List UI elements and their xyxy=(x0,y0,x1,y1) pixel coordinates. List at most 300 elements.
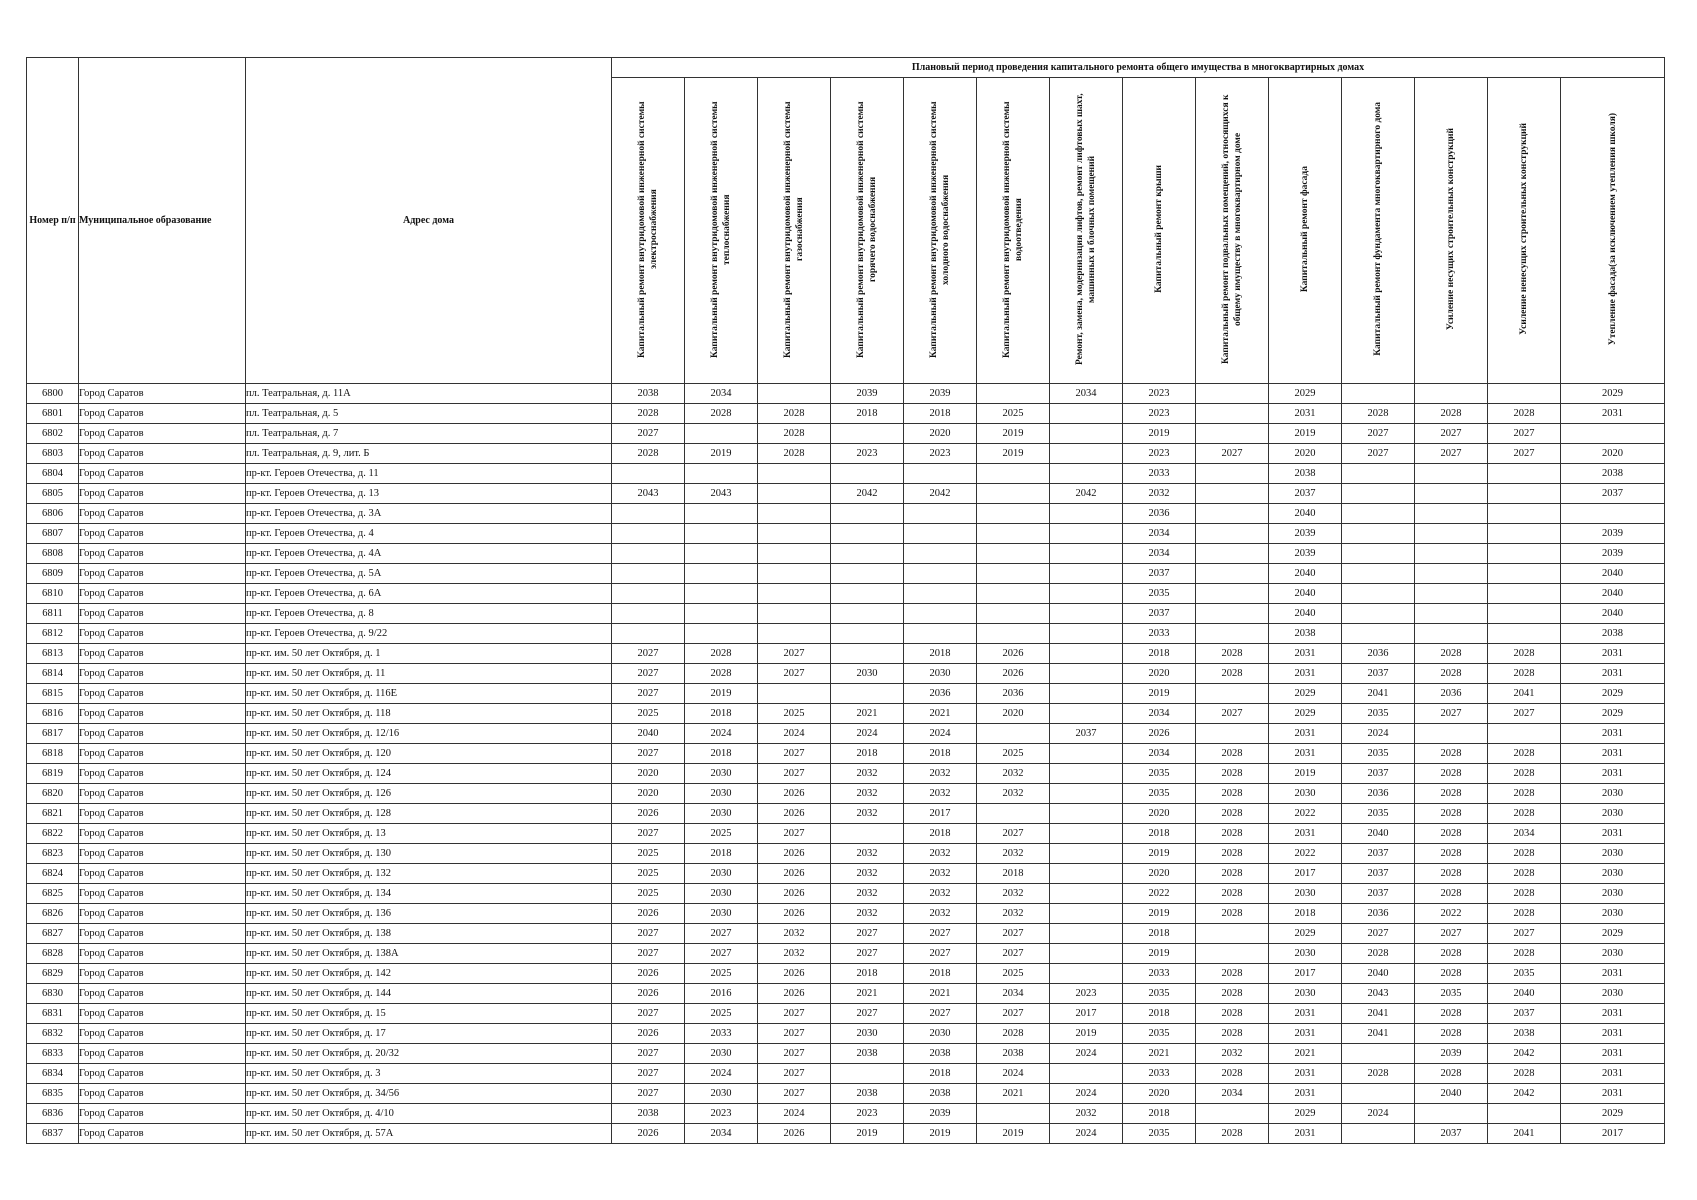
row-municipality: Город Саратов xyxy=(79,604,246,624)
row-number: 6815 xyxy=(27,684,79,704)
row-year-cell: 2034 xyxy=(1123,544,1196,564)
row-year-cell: 2039 xyxy=(1561,544,1665,564)
row-year-cell: 2028 xyxy=(1488,784,1561,804)
row-year-cell: 2026 xyxy=(758,884,831,904)
row-year-cell: 2028 xyxy=(612,404,685,424)
row-year-cell xyxy=(1196,424,1269,444)
row-year-cell: 2026 xyxy=(612,1124,685,1144)
row-year-cell: 2027 xyxy=(977,924,1050,944)
row-year-cell: 2027 xyxy=(758,644,831,664)
row-year-cell xyxy=(758,564,831,584)
row-year-cell: 2032 xyxy=(831,844,904,864)
row-year-cell xyxy=(904,624,977,644)
row-year-cell: 2032 xyxy=(1196,1044,1269,1064)
row-year-cell: 2027 xyxy=(758,764,831,784)
row-municipality: Город Саратов xyxy=(79,1024,246,1044)
row-year-cell: 2040 xyxy=(1269,584,1342,604)
header-work-8 xyxy=(1123,78,1196,384)
row-year-cell: 2019 xyxy=(831,1124,904,1144)
row-year-cell: 2018 xyxy=(904,964,977,984)
row-year-cell: 2040 xyxy=(1269,564,1342,584)
row-year-cell xyxy=(904,544,977,564)
row-year-cell: 2031 xyxy=(1561,644,1665,664)
header-work-9 xyxy=(1196,78,1269,384)
row-year-cell: 2030 xyxy=(1561,884,1665,904)
row-year-cell xyxy=(1561,424,1665,444)
header-work-6 xyxy=(977,78,1050,384)
row-year-cell: 2039 xyxy=(831,384,904,404)
row-year-cell: 2022 xyxy=(1269,844,1342,864)
row-year-cell: 2026 xyxy=(758,784,831,804)
row-year-cell: 2027 xyxy=(758,1024,831,1044)
row-year-cell: 2030 xyxy=(1561,844,1665,864)
row-year-cell: 2019 xyxy=(904,1124,977,1144)
row-number: 6806 xyxy=(27,504,79,524)
row-year-cell: 2027 xyxy=(758,744,831,764)
row-year-cell xyxy=(831,504,904,524)
row-year-cell: 2027 xyxy=(1415,444,1488,464)
row-year-cell xyxy=(831,824,904,844)
row-year-cell: 2035 xyxy=(1123,584,1196,604)
row-year-cell xyxy=(1050,624,1123,644)
row-year-cell: 2042 xyxy=(1050,484,1123,504)
row-year-cell: 2041 xyxy=(1488,684,1561,704)
row-year-cell xyxy=(904,524,977,544)
row-year-cell: 2028 xyxy=(1342,404,1415,424)
row-year-cell: 2032 xyxy=(758,924,831,944)
row-address: пл. Театральная, д. 7 xyxy=(246,424,612,444)
header-work-label: Капитальный ремонт фасада xyxy=(1300,165,1310,293)
row-year-cell xyxy=(1196,684,1269,704)
table-row xyxy=(27,924,1665,944)
row-municipality: Город Саратов xyxy=(79,684,246,704)
row-year-cell: 2037 xyxy=(1342,864,1415,884)
row-year-cell: 2031 xyxy=(1561,1024,1665,1044)
row-address: пр-кт. им. 50 лет Октября, д. 120 xyxy=(246,744,612,764)
header-work-label: Капитальный ремонт подвальных помещений, относящихся к общему имуществу в многоквартирном доме xyxy=(1221,94,1243,364)
row-year-cell: 2032 xyxy=(1050,1104,1123,1124)
row-year-cell: 2031 xyxy=(1269,664,1342,684)
row-year-cell xyxy=(1415,604,1488,624)
row-year-cell: 2030 xyxy=(1269,944,1342,964)
row-year-cell: 2035 xyxy=(1123,1024,1196,1044)
row-year-cell: 2036 xyxy=(1342,644,1415,664)
row-year-cell: 2032 xyxy=(831,764,904,784)
row-year-cell: 2025 xyxy=(977,404,1050,424)
row-year-cell: 2040 xyxy=(612,724,685,744)
header-work-label: Капитальный ремонт крыши xyxy=(1154,165,1164,293)
row-year-cell: 2032 xyxy=(977,904,1050,924)
row-year-cell: 2019 xyxy=(1050,1024,1123,1044)
row-year-cell: 2027 xyxy=(977,944,1050,964)
row-year-cell xyxy=(1196,624,1269,644)
row-year-cell: 2027 xyxy=(612,824,685,844)
row-year-cell xyxy=(1196,464,1269,484)
row-year-cell: 2028 xyxy=(1488,884,1561,904)
row-year-cell: 2032 xyxy=(977,844,1050,864)
row-year-cell: 2032 xyxy=(758,944,831,964)
row-year-cell xyxy=(612,604,685,624)
row-year-cell: 2020 xyxy=(904,424,977,444)
row-number: 6813 xyxy=(27,644,79,664)
row-address: пр-кт. им. 50 лет Октября, д. 124 xyxy=(246,764,612,784)
row-year-cell: 2027 xyxy=(612,944,685,964)
header-work-4 xyxy=(831,78,904,384)
header-work-label: Капитальный ремонт фундамента многоквартирного дома xyxy=(1373,102,1383,356)
row-number: 6819 xyxy=(27,764,79,784)
row-year-cell: 2039 xyxy=(1561,524,1665,544)
row-year-cell xyxy=(685,504,758,524)
row-year-cell: 2034 xyxy=(1123,744,1196,764)
row-number: 6811 xyxy=(27,604,79,624)
row-year-cell: 2019 xyxy=(1123,944,1196,964)
row-year-cell: 2024 xyxy=(1342,1104,1415,1124)
row-year-cell: 2027 xyxy=(612,1004,685,1024)
row-address: пр-кт. Героев Отечества, д. 5А xyxy=(246,564,612,584)
row-year-cell xyxy=(685,564,758,584)
row-year-cell xyxy=(1488,384,1561,404)
row-year-cell: 2031 xyxy=(1561,964,1665,984)
row-year-cell: 2018 xyxy=(1123,924,1196,944)
row-year-cell: 2027 xyxy=(1488,444,1561,464)
table-row xyxy=(27,464,1665,484)
row-year-cell: 2027 xyxy=(1196,444,1269,464)
row-year-cell: 2027 xyxy=(831,944,904,964)
row-municipality: Город Саратов xyxy=(79,464,246,484)
row-year-cell xyxy=(612,564,685,584)
row-year-cell: 2030 xyxy=(831,664,904,684)
row-number: 6834 xyxy=(27,1064,79,1084)
row-year-cell: 2019 xyxy=(977,444,1050,464)
header-work-label: Утепление фасада(за исключением утепления школя) xyxy=(1607,112,1618,346)
row-year-cell: 2028 xyxy=(1196,804,1269,824)
row-year-cell: 2027 xyxy=(1488,924,1561,944)
row-year-cell: 2030 xyxy=(685,764,758,784)
row-year-cell xyxy=(1050,864,1123,884)
row-number: 6823 xyxy=(27,844,79,864)
row-year-cell: 2018 xyxy=(904,824,977,844)
row-year-cell: 2040 xyxy=(1342,964,1415,984)
row-address: пр-кт. им. 50 лет Октября, д. 126 xyxy=(246,784,612,804)
row-year-cell: 2038 xyxy=(1269,464,1342,484)
row-year-cell xyxy=(1050,784,1123,804)
row-number: 6837 xyxy=(27,1124,79,1144)
row-year-cell: 2027 xyxy=(904,924,977,944)
row-year-cell: 2027 xyxy=(612,684,685,704)
row-year-cell: 2023 xyxy=(1123,404,1196,424)
row-year-cell: 2017 xyxy=(904,804,977,824)
row-year-cell: 2041 xyxy=(1342,1024,1415,1044)
row-year-cell: 2027 xyxy=(612,1084,685,1104)
row-year-cell: 2040 xyxy=(1415,1084,1488,1104)
row-address: пр-кт. им. 50 лет Октября, д. 116Е xyxy=(246,684,612,704)
row-address: пл. Театральная, д. 9, лит. Б xyxy=(246,444,612,464)
row-year-cell xyxy=(1415,524,1488,544)
row-address: пл. Театральная, д. 11А xyxy=(246,384,612,404)
row-municipality: Город Саратов xyxy=(79,784,246,804)
row-year-cell xyxy=(758,464,831,484)
row-year-cell: 2018 xyxy=(904,744,977,764)
row-year-cell: 2028 xyxy=(1415,744,1488,764)
row-year-cell xyxy=(1488,544,1561,564)
row-year-cell: 2039 xyxy=(1269,544,1342,564)
table-row xyxy=(27,584,1665,604)
row-year-cell xyxy=(758,684,831,704)
row-year-cell: 2035 xyxy=(1123,1124,1196,1144)
row-year-cell: 2029 xyxy=(1269,684,1342,704)
row-year-cell xyxy=(758,524,831,544)
row-year-cell: 2028 xyxy=(1196,864,1269,884)
row-number: 6825 xyxy=(27,884,79,904)
row-number: 6821 xyxy=(27,804,79,824)
row-year-cell: 2039 xyxy=(904,384,977,404)
row-year-cell: 2023 xyxy=(685,1104,758,1124)
row-year-cell xyxy=(612,584,685,604)
row-year-cell xyxy=(904,464,977,484)
row-year-cell: 2032 xyxy=(977,884,1050,904)
row-year-cell: 2042 xyxy=(904,484,977,504)
row-year-cell: 2025 xyxy=(685,1004,758,1024)
row-year-cell xyxy=(977,484,1050,504)
row-address: пр-кт. Героев Отечества, д. 9/22 xyxy=(246,624,612,644)
row-year-cell xyxy=(612,524,685,544)
row-year-cell: 2018 xyxy=(831,404,904,424)
row-year-cell: 2029 xyxy=(1561,704,1665,724)
row-year-cell xyxy=(1050,444,1123,464)
row-year-cell: 2026 xyxy=(977,664,1050,684)
row-year-cell: 2040 xyxy=(1269,504,1342,524)
row-year-cell xyxy=(1488,724,1561,744)
row-municipality: Город Саратов xyxy=(79,864,246,884)
row-year-cell: 2027 xyxy=(1415,424,1488,444)
row-year-cell: 2018 xyxy=(1123,644,1196,664)
row-year-cell: 2030 xyxy=(685,804,758,824)
row-year-cell: 2027 xyxy=(831,1004,904,1024)
row-municipality: Город Саратов xyxy=(79,764,246,784)
row-year-cell: 2028 xyxy=(1415,844,1488,864)
row-year-cell xyxy=(977,564,1050,584)
row-year-cell: 2022 xyxy=(1269,804,1342,824)
header-work-7 xyxy=(1050,78,1123,384)
row-year-cell: 2029 xyxy=(1269,1104,1342,1124)
row-year-cell: 2037 xyxy=(1050,724,1123,744)
row-year-cell: 2027 xyxy=(612,1044,685,1064)
row-year-cell xyxy=(685,624,758,644)
row-number: 6812 xyxy=(27,624,79,644)
row-year-cell: 2035 xyxy=(1415,984,1488,1004)
row-address: пр-кт. им. 50 лет Октября, д. 134 xyxy=(246,884,612,904)
row-number: 6800 xyxy=(27,384,79,404)
row-year-cell: 2028 xyxy=(1196,784,1269,804)
row-year-cell xyxy=(831,644,904,664)
row-year-cell: 2030 xyxy=(685,904,758,924)
row-address: пр-кт. им. 50 лет Октября, д. 136 xyxy=(246,904,612,924)
row-year-cell xyxy=(685,584,758,604)
table-row xyxy=(27,744,1665,764)
row-year-cell: 2032 xyxy=(831,804,904,824)
row-year-cell: 2033 xyxy=(1123,964,1196,984)
row-year-cell: 2043 xyxy=(1342,984,1415,1004)
row-year-cell: 2025 xyxy=(612,864,685,884)
row-year-cell: 2032 xyxy=(977,764,1050,784)
row-year-cell xyxy=(1415,1104,1488,1124)
row-year-cell: 2027 xyxy=(612,664,685,684)
row-year-cell: 2018 xyxy=(685,744,758,764)
row-year-cell: 2035 xyxy=(1123,784,1196,804)
header-work-label: Капитальный ремонт внутридомовой инженерной системы теплоснабжения xyxy=(710,100,732,358)
row-municipality: Город Саратов xyxy=(79,964,246,984)
row-year-cell: 2026 xyxy=(1123,724,1196,744)
row-year-cell: 2028 xyxy=(1415,1024,1488,1044)
table-row xyxy=(27,804,1665,824)
row-address: пр-кт. им. 50 лет Октября, д. 4/10 xyxy=(246,1104,612,1124)
row-year-cell xyxy=(1488,504,1561,524)
row-year-cell: 2022 xyxy=(1123,884,1196,904)
row-year-cell: 2027 xyxy=(758,1064,831,1084)
row-year-cell: 2031 xyxy=(1561,404,1665,424)
row-year-cell xyxy=(612,464,685,484)
header-work-label: Усиление несущих строительных конструкций xyxy=(1446,127,1456,331)
row-year-cell: 2041 xyxy=(1488,1124,1561,1144)
row-year-cell: 2035 xyxy=(1488,964,1561,984)
table-row xyxy=(27,984,1665,1004)
row-year-cell: 2020 xyxy=(612,764,685,784)
row-year-cell xyxy=(1488,484,1561,504)
row-year-cell: 2032 xyxy=(904,844,977,864)
row-year-cell: 2037 xyxy=(1488,1004,1561,1024)
row-year-cell: 2037 xyxy=(1561,484,1665,504)
row-year-cell xyxy=(1342,564,1415,584)
row-year-cell xyxy=(1196,924,1269,944)
row-year-cell: 2028 xyxy=(1196,1064,1269,1084)
row-year-cell: 2028 xyxy=(758,404,831,424)
row-year-cell: 2022 xyxy=(1415,904,1488,924)
row-year-cell: 2019 xyxy=(1123,844,1196,864)
row-year-cell: 2037 xyxy=(1123,604,1196,624)
row-year-cell: 2031 xyxy=(1561,1044,1665,1064)
row-year-cell xyxy=(977,724,1050,744)
row-year-cell: 2035 xyxy=(1123,984,1196,1004)
row-year-cell xyxy=(1196,564,1269,584)
row-number: 6820 xyxy=(27,784,79,804)
table-header xyxy=(27,58,1665,384)
row-municipality: Город Саратов xyxy=(79,524,246,544)
table-row xyxy=(27,824,1665,844)
row-year-cell xyxy=(1050,544,1123,564)
row-year-cell: 2032 xyxy=(904,864,977,884)
row-year-cell: 2027 xyxy=(904,1004,977,1024)
row-number: 6808 xyxy=(27,544,79,564)
row-year-cell: 2018 xyxy=(904,644,977,664)
row-year-cell: 2030 xyxy=(1561,984,1665,1004)
row-year-cell: 2023 xyxy=(1123,444,1196,464)
table-row xyxy=(27,404,1665,424)
row-year-cell: 2029 xyxy=(1269,704,1342,724)
header-work-3 xyxy=(758,78,831,384)
row-year-cell: 2041 xyxy=(1342,684,1415,704)
row-year-cell: 2039 xyxy=(904,1104,977,1124)
row-address: пр-кт. им. 50 лет Октября, д. 12/16 xyxy=(246,724,612,744)
row-year-cell: 2024 xyxy=(685,1064,758,1084)
row-year-cell: 2028 xyxy=(1488,904,1561,924)
row-year-cell: 2018 xyxy=(831,744,904,764)
row-year-cell: 2018 xyxy=(1123,1104,1196,1124)
row-number: 6833 xyxy=(27,1044,79,1064)
row-address: пр-кт. им. 50 лет Октября, д. 17 xyxy=(246,1024,612,1044)
row-number: 6805 xyxy=(27,484,79,504)
row-year-cell: 2028 xyxy=(1415,1004,1488,1024)
row-year-cell xyxy=(1415,544,1488,564)
row-year-cell: 2031 xyxy=(1561,664,1665,684)
row-year-cell: 2021 xyxy=(831,704,904,724)
row-municipality: Город Саратов xyxy=(79,1004,246,1024)
table-row xyxy=(27,1104,1665,1124)
row-year-cell: 2032 xyxy=(831,784,904,804)
row-year-cell: 2029 xyxy=(1561,684,1665,704)
row-year-cell: 2019 xyxy=(1269,764,1342,784)
row-address: пр-кт. им. 50 лет Октября, д. 57А xyxy=(246,1124,612,1144)
row-year-cell xyxy=(1050,664,1123,684)
row-year-cell xyxy=(1050,904,1123,924)
row-year-cell xyxy=(1050,824,1123,844)
table-row xyxy=(27,1024,1665,1044)
table-row xyxy=(27,944,1665,964)
row-year-cell xyxy=(1050,464,1123,484)
row-year-cell: 2040 xyxy=(1561,604,1665,624)
row-year-cell: 2028 xyxy=(1196,844,1269,864)
row-year-cell: 2031 xyxy=(1269,1024,1342,1044)
row-year-cell: 2020 xyxy=(1123,864,1196,884)
row-year-cell xyxy=(612,504,685,524)
row-municipality: Город Саратов xyxy=(79,664,246,684)
row-year-cell: 2028 xyxy=(1488,844,1561,864)
row-year-cell: 2027 xyxy=(758,1044,831,1064)
row-year-cell: 2028 xyxy=(1196,884,1269,904)
row-year-cell xyxy=(1415,384,1488,404)
row-year-cell: 2023 xyxy=(831,1104,904,1124)
row-municipality: Город Саратов xyxy=(79,924,246,944)
row-year-cell xyxy=(904,584,977,604)
row-year-cell: 2028 xyxy=(1488,404,1561,424)
row-year-cell: 2026 xyxy=(612,984,685,1004)
row-year-cell: 2033 xyxy=(1123,464,1196,484)
row-year-cell: 2038 xyxy=(1488,1024,1561,1044)
row-year-cell xyxy=(904,564,977,584)
row-year-cell: 2043 xyxy=(612,484,685,504)
header-work-2 xyxy=(685,78,758,384)
row-year-cell: 2027 xyxy=(612,644,685,664)
row-year-cell: 2020 xyxy=(1123,664,1196,684)
row-year-cell: 2030 xyxy=(685,864,758,884)
row-year-cell xyxy=(831,544,904,564)
row-address: пр-кт. им. 50 лет Октября, д. 3 xyxy=(246,1064,612,1084)
row-year-cell: 2032 xyxy=(904,904,977,924)
row-year-cell xyxy=(977,544,1050,564)
row-year-cell: 2030 xyxy=(1269,884,1342,904)
row-year-cell: 2028 xyxy=(685,404,758,424)
row-year-cell: 2028 xyxy=(1415,664,1488,684)
row-year-cell: 2019 xyxy=(685,444,758,464)
row-year-cell xyxy=(1050,884,1123,904)
row-address: пр-кт. Героев Отечества, д. 13 xyxy=(246,484,612,504)
row-year-cell: 2029 xyxy=(1269,384,1342,404)
row-year-cell: 2038 xyxy=(1561,624,1665,644)
row-year-cell: 2028 xyxy=(1415,404,1488,424)
row-municipality: Город Саратов xyxy=(79,484,246,504)
row-year-cell: 2028 xyxy=(1342,1064,1415,1084)
row-year-cell: 2033 xyxy=(1123,624,1196,644)
row-year-cell: 2025 xyxy=(612,844,685,864)
